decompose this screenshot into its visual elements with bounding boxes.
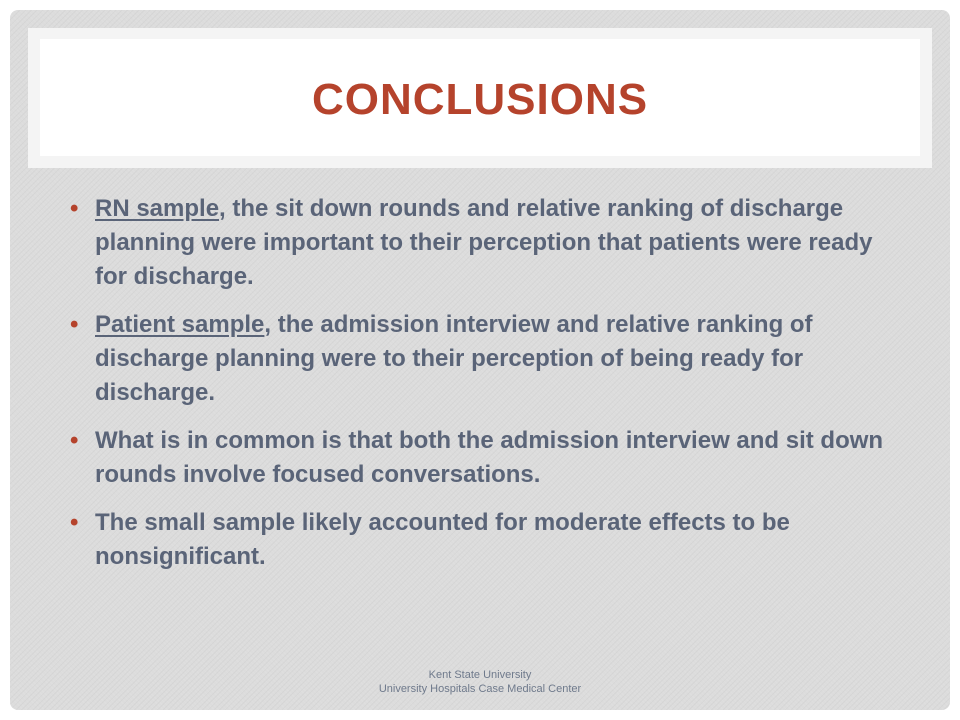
bullet-item-small-sample	[70, 506, 910, 574]
slide-title: CONCLUSIONS	[311, 74, 649, 124]
bullet-item-rn-sample	[70, 192, 910, 294]
bullet-text: , the admission interview and relative ranking of discharge planning were to their perception of being ready for discharge.	[95, 311, 813, 406]
bullet-icon: •	[70, 195, 79, 222]
slide-footer	[0, 668, 960, 696]
bullet-item-common	[70, 424, 910, 492]
bullet-item-patient-sample	[70, 308, 910, 410]
bullet-text: , the sit down rounds and relative ranking of discharge planning were important to their perception that patients were ready for discharge.	[95, 195, 873, 290]
bullet-lead: RN sample	[95, 195, 220, 222]
bullet-icon: •	[70, 509, 79, 536]
bullet-lead: Patient sample	[95, 311, 265, 338]
bullet-text: The small sample likely accounted for moderate effects to be nonsignificant.	[95, 509, 790, 570]
footer-line-university: Kent State University	[428, 669, 532, 681]
bullet-icon: •	[70, 311, 79, 338]
title-box	[40, 39, 920, 156]
footer-line-medical-center: University Hospitals Case Medical Center	[378, 683, 582, 695]
bullet-text: What is in common is that both the admission interview and sit down rounds involve focused conversations.	[95, 427, 884, 488]
bullet-icon: •	[70, 427, 79, 454]
bullet-list	[70, 192, 910, 588]
